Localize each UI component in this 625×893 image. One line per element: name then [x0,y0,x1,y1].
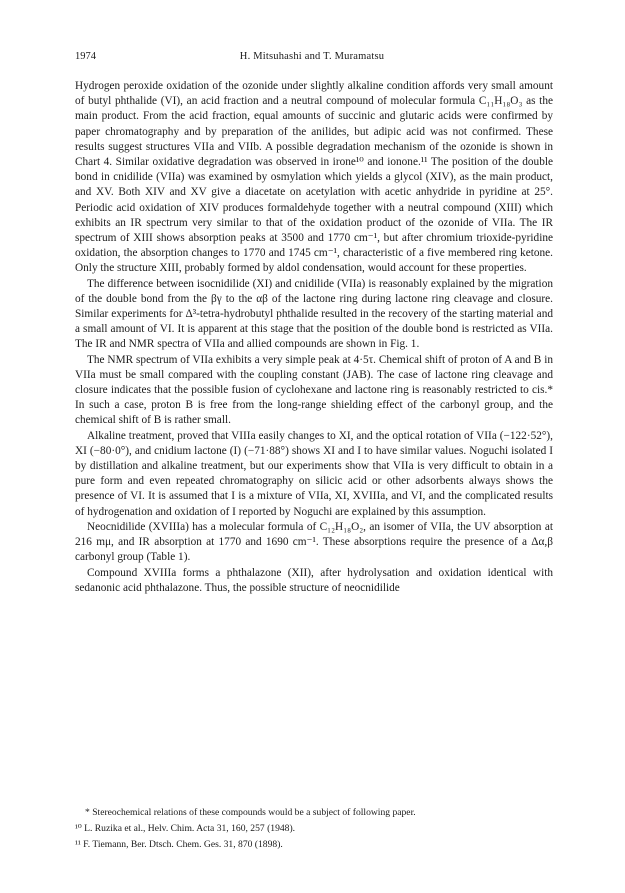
paragraph: Neocnidilide (XVIIIa) has a molecular formula of C₁₂H₁₈O₂, an isomer of VIIa, the UV absorption at 216 mμ, and IR absorption at 1770 and 1690 cm⁻¹. These absorptions require the presence of a Δα,β carbonyl group (Table 1). [75,520,553,564]
paragraph: Compound XVIIIa forms a phthalazone (XII), after hydrolysation and oxidation identical with sedanonic acid phthalazone. Thus, the possible structure of neocnidilide [75,566,553,594]
running-head: H. Mitsuhashi and T. Muramatsu [239,51,385,62]
page-number: 1974 [75,51,96,62]
paragraph: Hydrogen peroxide oxidation of the ozonide under slightly alkaline condition affords very small amount of butyl phthalide (VI), an acid fraction and a neutral compound of molecular formula C₁₁H₁₈O₃ as the main product. From the acid fraction, equal amounts of succinic and glutaric acids were confirmed by paper chromatography and by preparation of the anilides, but adipic acid was not confirmed. These results suggest structures VIIa and VIIb. A possible degradation mechanism of the ozonide is shown in Chart 4. Similar oxidative degradation was observed in irone¹⁰ and ionone.¹¹ The position of the double bond in cnidilide (VIIa) was examined by osmylation which yields a glycol (XIV), as the main product, and XV. Both XIV and XV give a diacetate on acetylation with acetic anhydride in pyridine at 25°. Periodic acid oxidation of XIV produces formaldehyde together with a neutral compound (XIII) which exhibits an IR spectrum very similar to that of the oxidation product of the ozonide of VIIa. The IR spectrum of XIII shows absorption peaks at 3500 and 1770 cm⁻¹, but after chromium trioxide-pyridine oxidation, the absorption changes to 1770 and 1745 cm⁻¹, characteristic of a five membered ring ketone. Only the structure XIII, probably formed by aldol condensation, would account for these properties. [75,80,553,275]
footnote: * Stereochemical relations of these compounds would be a subject of following paper. [85,807,416,818]
footnote: ¹¹ F. Tiemann, Ber. Dtsch. Chem. Ges. 31, 870 (1898). [75,839,283,850]
paragraph: Alkaline treatment, proved that VIIIa easily changes to XI, and the optical rotation of VIIa (−122·52°), XI (−80·0°), and cnidium lactone (I) (−71·88°) shows XI and I to have similar values. Noguchi isolated I by distillation and alkaline treatment, but our experiments show that VIIa is very difficult to obtain in a pure form and even repeated chromatography on silicic acid or other adsorbents always shows the presence of VI. It is assumed that I is a mixture of VIIa, XI, XVIIIa, and VI, and the complicated results of hydrogenation and oxidation of I reported by Noguchi are explained by this assumption. [75,429,553,518]
paragraph: The difference between isocnidilide (XI) and cnidilide (VIIa) is reasonably explained by the migration of the double bond from the βγ to the αβ of the lactone ring during lactone ring cleavage and closure. Similar experiments for Δ³-tetra-hydrobutyl phthalide resulted in the recovery of the starting material and a small amount of VI. It is apparent at this stage that the position of the double bond is restricted as VIIa. The IR and NMR spectra of VIIa and allied compounds are shown in Fig. 1. [75,277,553,351]
footnote: ¹⁰ L. Ruzika et al., Helv. Chim. Acta 31, 160, 257 (1948). [75,823,296,834]
article-body [75,79,553,596]
footnotes [75,805,553,853]
paragraph: The NMR spectrum of VIIa exhibits a very simple peak at 4·5τ. Chemical shift of proton of A and B in VIIa must be small compared with the coupling constant (JAB). The case of lactone ring cleavage and closure indicates that the possible fusion of cyclohexane and lactone ring is reasonably restricted to cis.* In such a case, proton B is free from the long-range shielding effect of the carbonyl group, and the chemical shift of B is rather small. [75,353,553,427]
